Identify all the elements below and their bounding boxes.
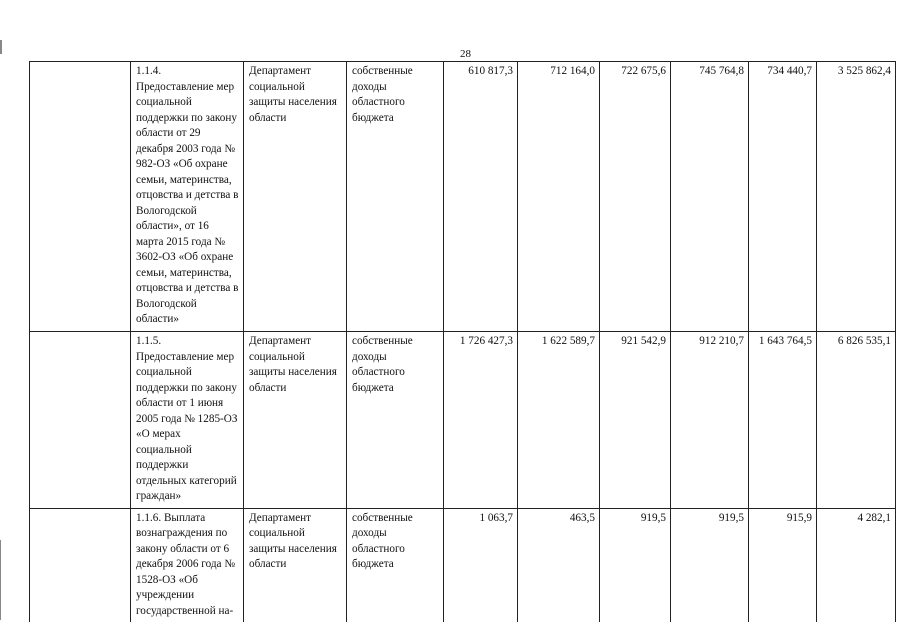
budget-table (29, 61, 896, 622)
empty-cell (30, 332, 131, 509)
executor-cell: Департамент социальной защиты населения области (244, 332, 347, 509)
value-cell: 919,5 (671, 508, 749, 622)
scan-artifact (0, 40, 2, 54)
value-cell: 921 542,9 (600, 332, 671, 509)
executor-cell: Департамент социальной защиты населения области (244, 508, 347, 622)
value-cell: 1 063,7 (444, 508, 518, 622)
page-number: 28 (460, 48, 471, 60)
table-row (30, 62, 896, 332)
measure-cell: 1.1.4. Предоставление мер социальной поддержки по закону области от 29 декабря 2003 года № 982-ОЗ «Об охране семьи, материнства, отцовства и детства в Вологодской области», от 16 марта 2015 года № 3602-ОЗ «Об охране семьи, материнства, отцовства и детства в Вологодской области» (131, 62, 244, 332)
value-cell: 1 622 589,7 (518, 332, 600, 509)
funding-source-cell: собственные доходы областного бюджета (347, 508, 444, 622)
total-cell: 3 525 862,4 (817, 62, 896, 332)
total-cell: 6 826 535,1 (817, 332, 896, 509)
executor-cell: Департамент социальной защиты населения области (244, 62, 347, 332)
empty-cell (30, 508, 131, 622)
value-cell: 1 643 764,5 (749, 332, 817, 509)
funding-source-cell: собственные доходы областного бюджета (347, 332, 444, 509)
empty-cell (30, 62, 131, 332)
value-cell: 745 764,8 (671, 62, 749, 332)
value-cell: 610 817,3 (444, 62, 518, 332)
value-cell: 463,5 (518, 508, 600, 622)
value-cell: 915,9 (749, 508, 817, 622)
value-cell: 1 726 427,3 (444, 332, 518, 509)
table-row (30, 508, 896, 622)
table-row (30, 332, 896, 509)
value-cell: 919,5 (600, 508, 671, 622)
measure-cell: 1.1.6. Выплата вознаграждения по закону области от 6 декабря 2006 года № 1528-ОЗ «Об учреждении государственной на- (131, 508, 244, 622)
funding-source-cell: собственные доходы областного бюджета (347, 62, 444, 332)
value-cell: 734 440,7 (749, 62, 817, 332)
total-cell: 4 282,1 (817, 508, 896, 622)
scan-artifact (0, 540, 1, 620)
value-cell: 722 675,6 (600, 62, 671, 332)
value-cell: 712 164,0 (518, 62, 600, 332)
value-cell: 912 210,7 (671, 332, 749, 509)
measure-cell: 1.1.5. Предоставление мер социальной поддержки по закону области от 1 июня 2005 года № 1285-ОЗ «О мерах социальной поддержки отдельных категорий граждан» (131, 332, 244, 509)
